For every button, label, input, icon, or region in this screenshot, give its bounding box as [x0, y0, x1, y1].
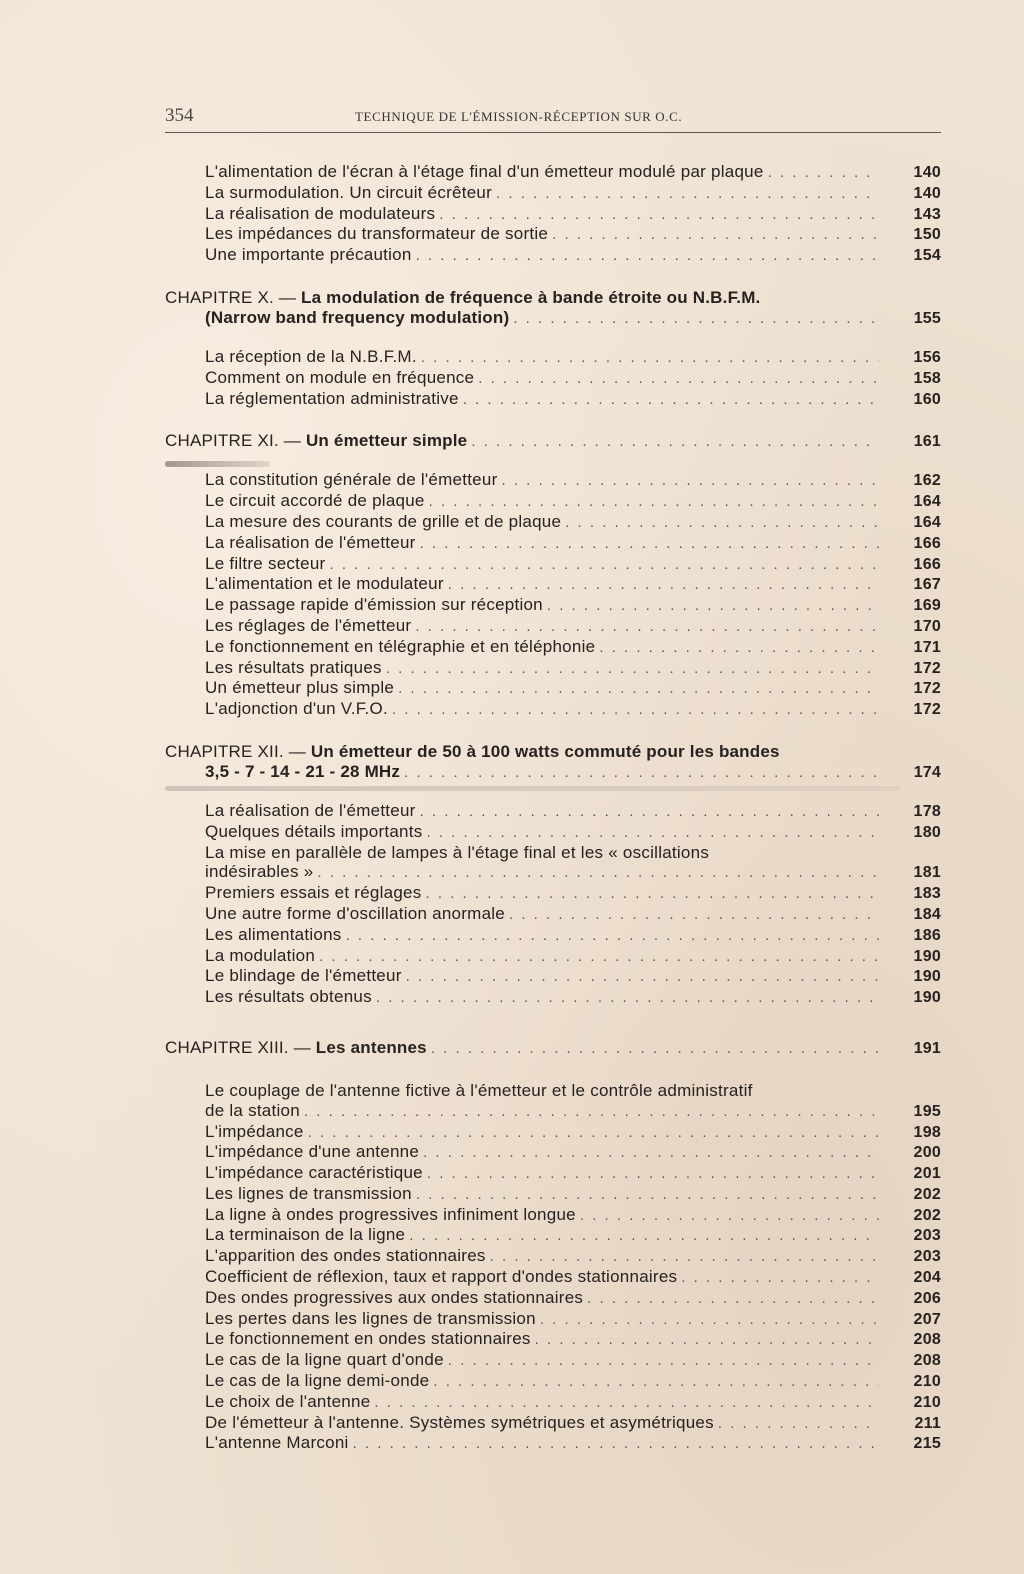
running-title: TECHNIQUE DE L'ÉMISSION-RÉCEPTION SUR O.C.	[355, 109, 683, 124]
toc-entry: La réalisation de l'émetteur . . . 178	[165, 801, 941, 822]
toc-entry: Les alimentations . . . 186	[165, 925, 941, 946]
ink-smudge	[165, 786, 901, 791]
table-of-contents	[165, 162, 941, 1454]
toc-entry: Des ondes progressives aux ondes stationnaires . . . 206	[165, 1288, 941, 1309]
toc-entry: La constitution générale de l'émetteur . . . 162	[165, 470, 941, 491]
page-header	[165, 104, 941, 134]
toc-entry: Le blindage de l'émetteur . . . 190	[165, 966, 941, 987]
toc-entry: Quelques détails importants . . . 180	[165, 822, 941, 843]
ink-smudge	[165, 461, 270, 467]
toc-entry: Les lignes de transmission . . . 202	[165, 1184, 941, 1205]
toc-entry: Une importante précaution . . . 154	[165, 245, 941, 266]
toc-entry: L'impédance caractéristique . . . 201	[165, 1163, 941, 1184]
toc-entry: Un émetteur plus simple . . . 172	[165, 678, 941, 699]
header-rule	[165, 132, 941, 133]
toc-entry: De l'émetteur à l'antenne. Systèmes symétriques et asymétriques . . . 211	[165, 1413, 941, 1434]
toc-entry: La modulation . . . 190	[165, 946, 941, 967]
toc-entry: Le cas de la ligne demi-onde . . . 210	[165, 1371, 941, 1392]
toc-entry: La mesure des courants de grille et de plaque . . . 164	[165, 512, 941, 533]
toc-entry: La réglementation administrative . . . 160	[165, 389, 941, 410]
toc-entry: Comment on module en fréquence . . . 158	[165, 368, 941, 389]
toc-entry: Le passage rapide d'émission sur réception . . . 169	[165, 595, 941, 616]
toc-entry: Premiers essais et réglages . . . 183	[165, 883, 941, 904]
toc-entry: L'impédance . . . 198	[165, 1122, 941, 1143]
toc-entry: Coefficient de réflexion, taux et rapport d'ondes stationnaires . . . 204	[165, 1267, 941, 1288]
chapter-heading-x: CHAPITRE X. — La modulation de fréquence à bande étroite ou N.B.F.M. (Narrow band frequency modulation) . . . 155	[165, 288, 941, 329]
chapter-heading-xi: CHAPITRE XI. — Un émetteur simple . . . 161	[165, 431, 941, 452]
toc-entry: Les résultats pratiques . . . 172	[165, 658, 941, 679]
toc-entry: Le choix de l'antenne . . . 210	[165, 1392, 941, 1413]
toc-entry: La réception de la N.B.F.M. . . . 156	[165, 347, 941, 368]
toc-entry: L'impédance d'une antenne . . . 200	[165, 1142, 941, 1163]
toc-entry: L'alimentation de l'écran à l'étage final d'un émetteur modulé par plaque . . . 140	[165, 162, 941, 183]
toc-entry: Le fonctionnement en ondes stationnaires . . . 208	[165, 1329, 941, 1350]
toc-entry: La réalisation de l'émetteur . . . 166	[165, 533, 941, 554]
toc-entry: La ligne à ondes progressives infiniment longue . . . 202	[165, 1205, 941, 1226]
toc-entry: La mise en parallèle de lampes à l'étage final et les « oscillations indésirables » . . . 181	[165, 843, 941, 884]
toc-entry: Le filtre secteur . . . 166	[165, 554, 941, 575]
toc-entry: Le couplage de l'antenne fictive à l'émetteur et le contrôle administratif de la station . . . 195	[165, 1081, 941, 1122]
toc-entry: L'antenne Marconi . . . 215	[165, 1433, 941, 1454]
toc-entry: Le cas de la ligne quart d'onde . . . 208	[165, 1350, 941, 1371]
toc-entry: L'adjonction d'un V.F.O. . . . 172	[165, 699, 941, 720]
chapter-heading-xiii: CHAPITRE XIII. — Les antennes . . . 191	[165, 1038, 941, 1059]
toc-entry: Le fonctionnement en télégraphie et en téléphonie . . . 171	[165, 637, 941, 658]
toc-entry: La réalisation de modulateurs . . . 143	[165, 204, 941, 225]
toc-entry: Les résultats obtenus . . . 190	[165, 987, 941, 1008]
page-number: 354	[165, 105, 194, 126]
toc-entry: Le circuit accordé de plaque . . . 164	[165, 491, 941, 512]
toc-entry: La surmodulation. Un circuit écrêteur . . . 140	[165, 183, 941, 204]
toc-entry: Une autre forme d'oscillation anormale . . . 184	[165, 904, 941, 925]
chapter-heading-xii: CHAPITRE XII. — Un émetteur de 50 à 100 watts commuté pour les bandes 3,5 - 7 - 14 - 21 - 28 MHz . . . 174	[165, 742, 941, 783]
toc-entry: Les réglages de l'émetteur . . . 170	[165, 616, 941, 637]
toc-entry: La terminaison de la ligne . . . 203	[165, 1225, 941, 1246]
toc-entry: L'apparition des ondes stationnaires . . . 203	[165, 1246, 941, 1267]
toc-entry: L'alimentation et le modulateur . . . 167	[165, 574, 941, 595]
toc-entry: Les pertes dans les lignes de transmission . . . 207	[165, 1309, 941, 1330]
toc-entry: Les impédances du transformateur de sortie . . . 150	[165, 224, 941, 245]
